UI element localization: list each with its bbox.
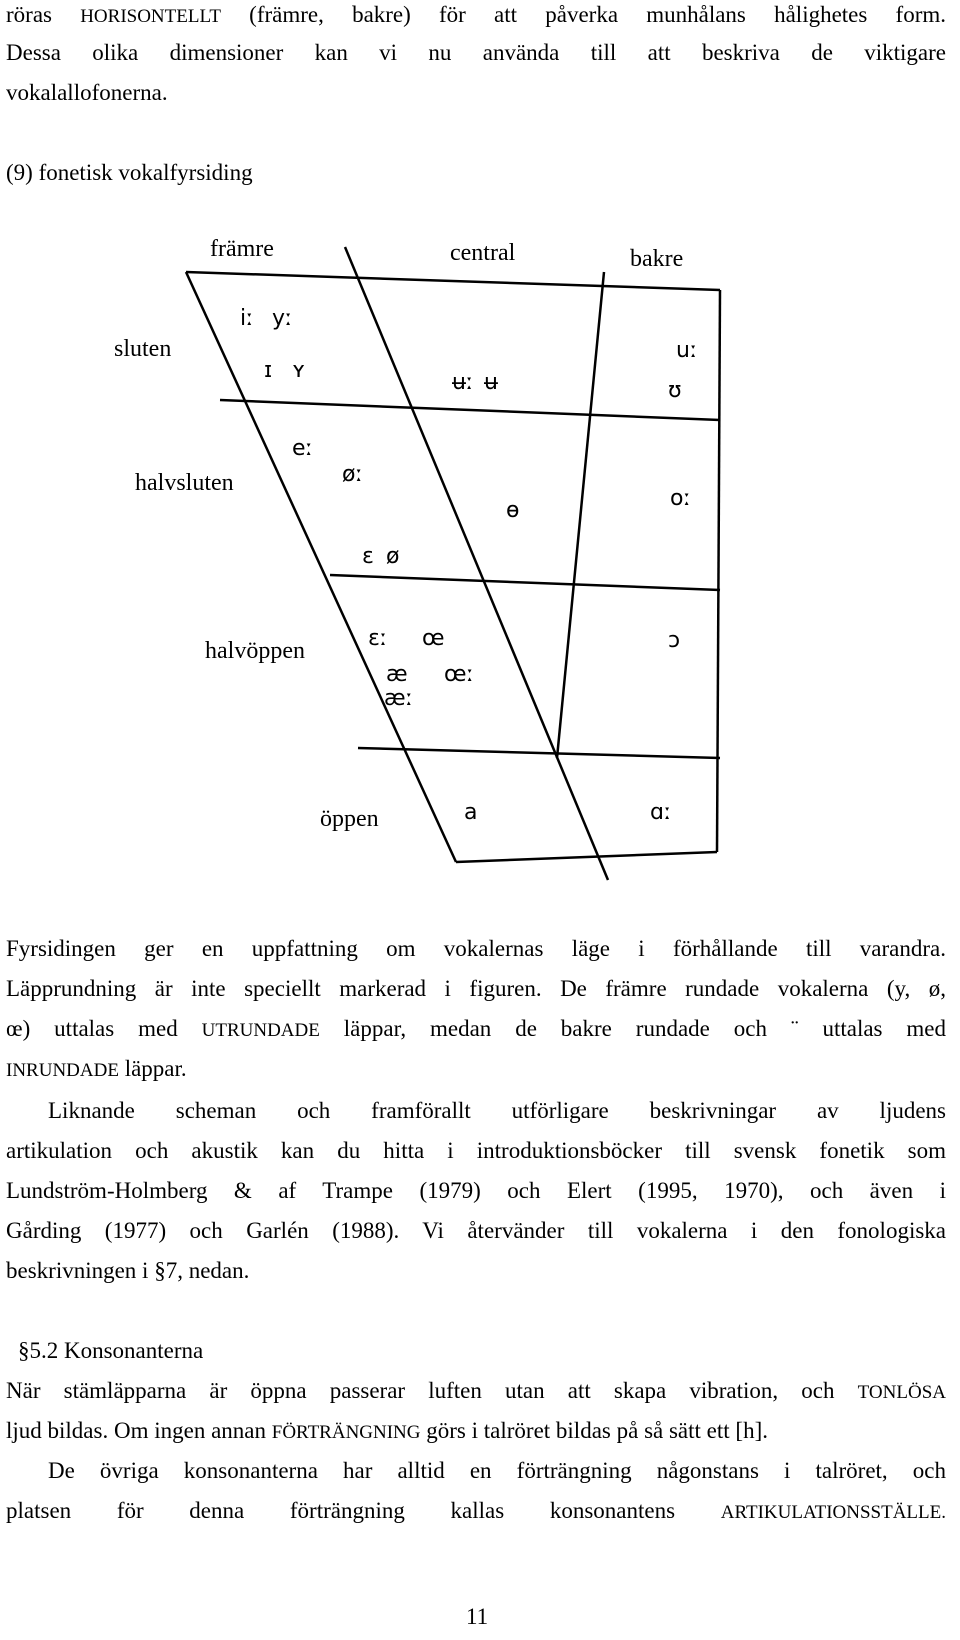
back-center-line (557, 272, 604, 758)
text-line: Läpprundning är inte speciellt markerad i figuren. De främre rundade vokalerna (y, ø, (6, 976, 946, 1001)
col-label-back: bakre (630, 246, 684, 272)
left-line (186, 272, 456, 862)
vowel-symbol: ɛː (368, 626, 388, 651)
col-label-central: central (450, 240, 516, 266)
text-line: platsen för denna förträngning kallas konsonantens ARTIKULATIONSSTÄLLE. (6, 1498, 946, 1523)
row-label-closed: sluten (114, 336, 172, 362)
vowel-symbol: æː (384, 686, 414, 711)
vowel-symbol: eː (292, 436, 313, 461)
open-line (358, 748, 720, 758)
vowel-symbol: ɑː (650, 800, 672, 825)
vowel-symbol: ʏ (292, 358, 306, 383)
vowel-symbol: ɛ (362, 544, 374, 569)
text-line: beskrivningen i §7, nedan. (6, 1258, 250, 1283)
vowel-symbol: øː (342, 462, 363, 487)
center-line (345, 247, 608, 880)
vowel-symbol: a (464, 800, 478, 825)
text-line: De övriga konsonanterna har alltid en förträngning någonstans i talröret, och (48, 1458, 946, 1483)
text-line: Fyrsidingen ger en uppfattning om vokalernas läge i förhållande till varandra. (6, 936, 946, 961)
row-label-open: öppen (320, 806, 379, 832)
text-line: Liknande scheman och framförallt utförligare beskrivningar av ljudens (48, 1098, 946, 1123)
top-line (186, 272, 720, 290)
vowel-symbol: æ (386, 662, 408, 687)
text-line: röras HORISONTELLT (främre, bakre) för att påverka munhålans hålighetes form. (6, 2, 947, 27)
text-line: Lundström-Holmberg & af Trampe (1979) och Elert (1995, 1970), och även i (6, 1178, 946, 1203)
vowel-symbol: ø (386, 544, 400, 569)
text-line: Dessa olika dimensioner kan vi nu använda till att beskriva de viktigare (6, 40, 946, 65)
vowel-symbol: ɪ (264, 358, 273, 383)
text-line: vokalallofonerna. (6, 80, 168, 105)
text-line: Gårding (1977) och Garlén (1988). Vi återvänder till vokalerna i den fonologiska (6, 1218, 946, 1243)
section-heading: §5.2 Konsonanterna (18, 1338, 204, 1363)
vowel-symbol: ɔ (668, 628, 681, 653)
text-line: artikulation och akustik kan du hitta i introduktionsböcker till svensk fonetik som (6, 1138, 946, 1163)
vowel-symbol: ʊ (668, 378, 682, 403)
vowel-symbol: uː (676, 338, 698, 363)
example-caption: (9) fonetisk vokalfyrsiding (6, 160, 253, 185)
vowel-symbol: iː (240, 306, 254, 331)
row-label-half-closed: halvsluten (135, 470, 234, 496)
text-line: œ) uttalas med UTRUNDADE läppar, medan de bakre rundade och ¨ uttalas med (6, 1016, 947, 1041)
bottom-line (456, 852, 717, 862)
vowel-symbol: oː (670, 486, 691, 511)
row-label-half-open: halvöppen (205, 638, 305, 664)
right-line (717, 290, 720, 852)
text-line: INRUNDADE läppar. (6, 1056, 187, 1081)
vowel-symbol: yː (272, 306, 293, 331)
vowel-symbol: ɵ (506, 498, 520, 523)
col-label-front: främre (210, 236, 274, 262)
vowel-symbol: ʉ (484, 370, 498, 395)
text-line: ljud bildas. Om ingen annan FÖRTRÄNGNING görs i talröret bildas på så sätt ett [h]. (6, 1418, 768, 1443)
half-closed-line (220, 400, 720, 420)
vowel-symbol-clipped (384, 686, 414, 711)
vowel-symbol: œː (444, 662, 474, 687)
text-line: När stämläpparna är öppna passerar luften utan att skapa vibration, och TONLÖSA (6, 1378, 946, 1403)
vowel-symbol: ʉː (452, 370, 474, 395)
page-number: 11 (466, 1604, 489, 1629)
vowel-symbol: œ (422, 626, 445, 651)
half-open-line (330, 575, 720, 590)
